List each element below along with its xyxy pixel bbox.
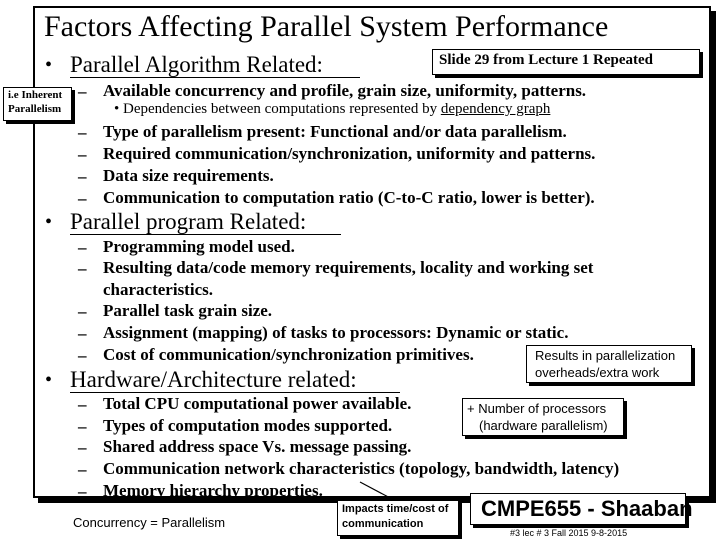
alg-item-1: Available concurrency and profile, grain size, uniformity, patterns. (103, 81, 587, 100)
hw-item-4: Communication network characteristics (topology, bandwidth, latency) (103, 459, 620, 478)
alg-dash-2: – (78, 123, 87, 142)
impacts-line-2: communication (342, 518, 424, 530)
processors-line-1: + Number of processors (467, 401, 607, 416)
prog-item-4: Assignment (mapping) of tasks to processors: Dynamic or static. (103, 323, 569, 342)
prog-item-3: Parallel task grain size. (103, 301, 273, 320)
side-note-line-2: Parallelism (8, 103, 62, 115)
hw-dash-1: – (78, 395, 87, 414)
impacts-callout (337, 500, 459, 536)
bullet-1: • (45, 54, 53, 76)
concurrency-note: Concurrency = Parallelism (73, 515, 226, 530)
alg-dash-4: – (78, 167, 87, 186)
alg-item-4: Data size requirements. (103, 166, 274, 185)
section-heading-hardware: Hardware/Architecture related: (70, 367, 357, 392)
dependency-graph-link[interactable]: dependency graph (440, 101, 551, 117)
alg-item-2: Type of parallelism present: Functional and/or data parallelism. (103, 122, 567, 141)
side-note-line-1: i.e Inherent (8, 89, 63, 101)
hw-dash-2: – (78, 417, 87, 436)
brand-box (470, 493, 693, 525)
bullet-2: • (45, 211, 53, 233)
prog-dash-1: – (78, 238, 87, 257)
impacts-line-1: Impacts time/cost of (342, 503, 449, 515)
alg-dash-3: – (78, 145, 87, 164)
prog-dash-2: – (78, 259, 87, 278)
slide-title: Factors Affecting Parallel System Performance (44, 10, 609, 43)
overheads-line-2: overheads/extra work (535, 365, 660, 380)
prog-item-2-cont: characteristics. (103, 280, 213, 299)
section-heading-program: Parallel program Related: (70, 209, 307, 234)
hw-item-5: Memory hierarchy properties. (103, 481, 323, 500)
overheads-line-1: Results in parallelization (535, 348, 676, 363)
hw-dash-5: – (78, 482, 87, 501)
hw-dash-3: – (78, 438, 87, 457)
alg-item-3: Required communication/synchronization, uniformity and patterns. (103, 144, 596, 163)
alg-dash-1: – (78, 82, 87, 101)
hw-item-2: Types of computation modes supported. (103, 416, 393, 435)
hw-dash-4: – (78, 460, 87, 479)
hw-item-1: Total CPU computational power available. (103, 394, 412, 413)
prog-item-5: Cost of communication/synchronization primitives. (103, 345, 474, 364)
footer-meta: #3 lec # 3 Fall 2015 9-8-2015 (510, 528, 628, 538)
bullet-3: • (45, 369, 53, 391)
prog-item-2: Resulting data/code memory requirements, locality and working set (103, 258, 594, 277)
hw-item-3: Shared address space Vs. message passing. (103, 437, 412, 456)
prog-dash-3: – (78, 302, 87, 321)
repeat-note: Slide 29 from Lecture 1 Repeated (439, 52, 653, 68)
alg-item-5: Communication to computation ratio (C-to-C ratio, lower is better). (103, 188, 595, 207)
alg-subnote-text: Dependencies between computations represented by (123, 101, 441, 117)
footer-brand: CMPE655 - Shaaban (481, 496, 693, 521)
prog-dash-5: – (78, 346, 87, 365)
processors-line-2: (hardware parallelism) (479, 418, 608, 433)
alg-dash-5: – (78, 189, 87, 208)
prog-item-1: Programming model used. (103, 237, 295, 256)
alg-subnote-bullet: • (114, 101, 120, 117)
prog-dash-4: – (78, 324, 87, 343)
section-heading-algorithm: Parallel Algorithm Related: (70, 52, 323, 77)
